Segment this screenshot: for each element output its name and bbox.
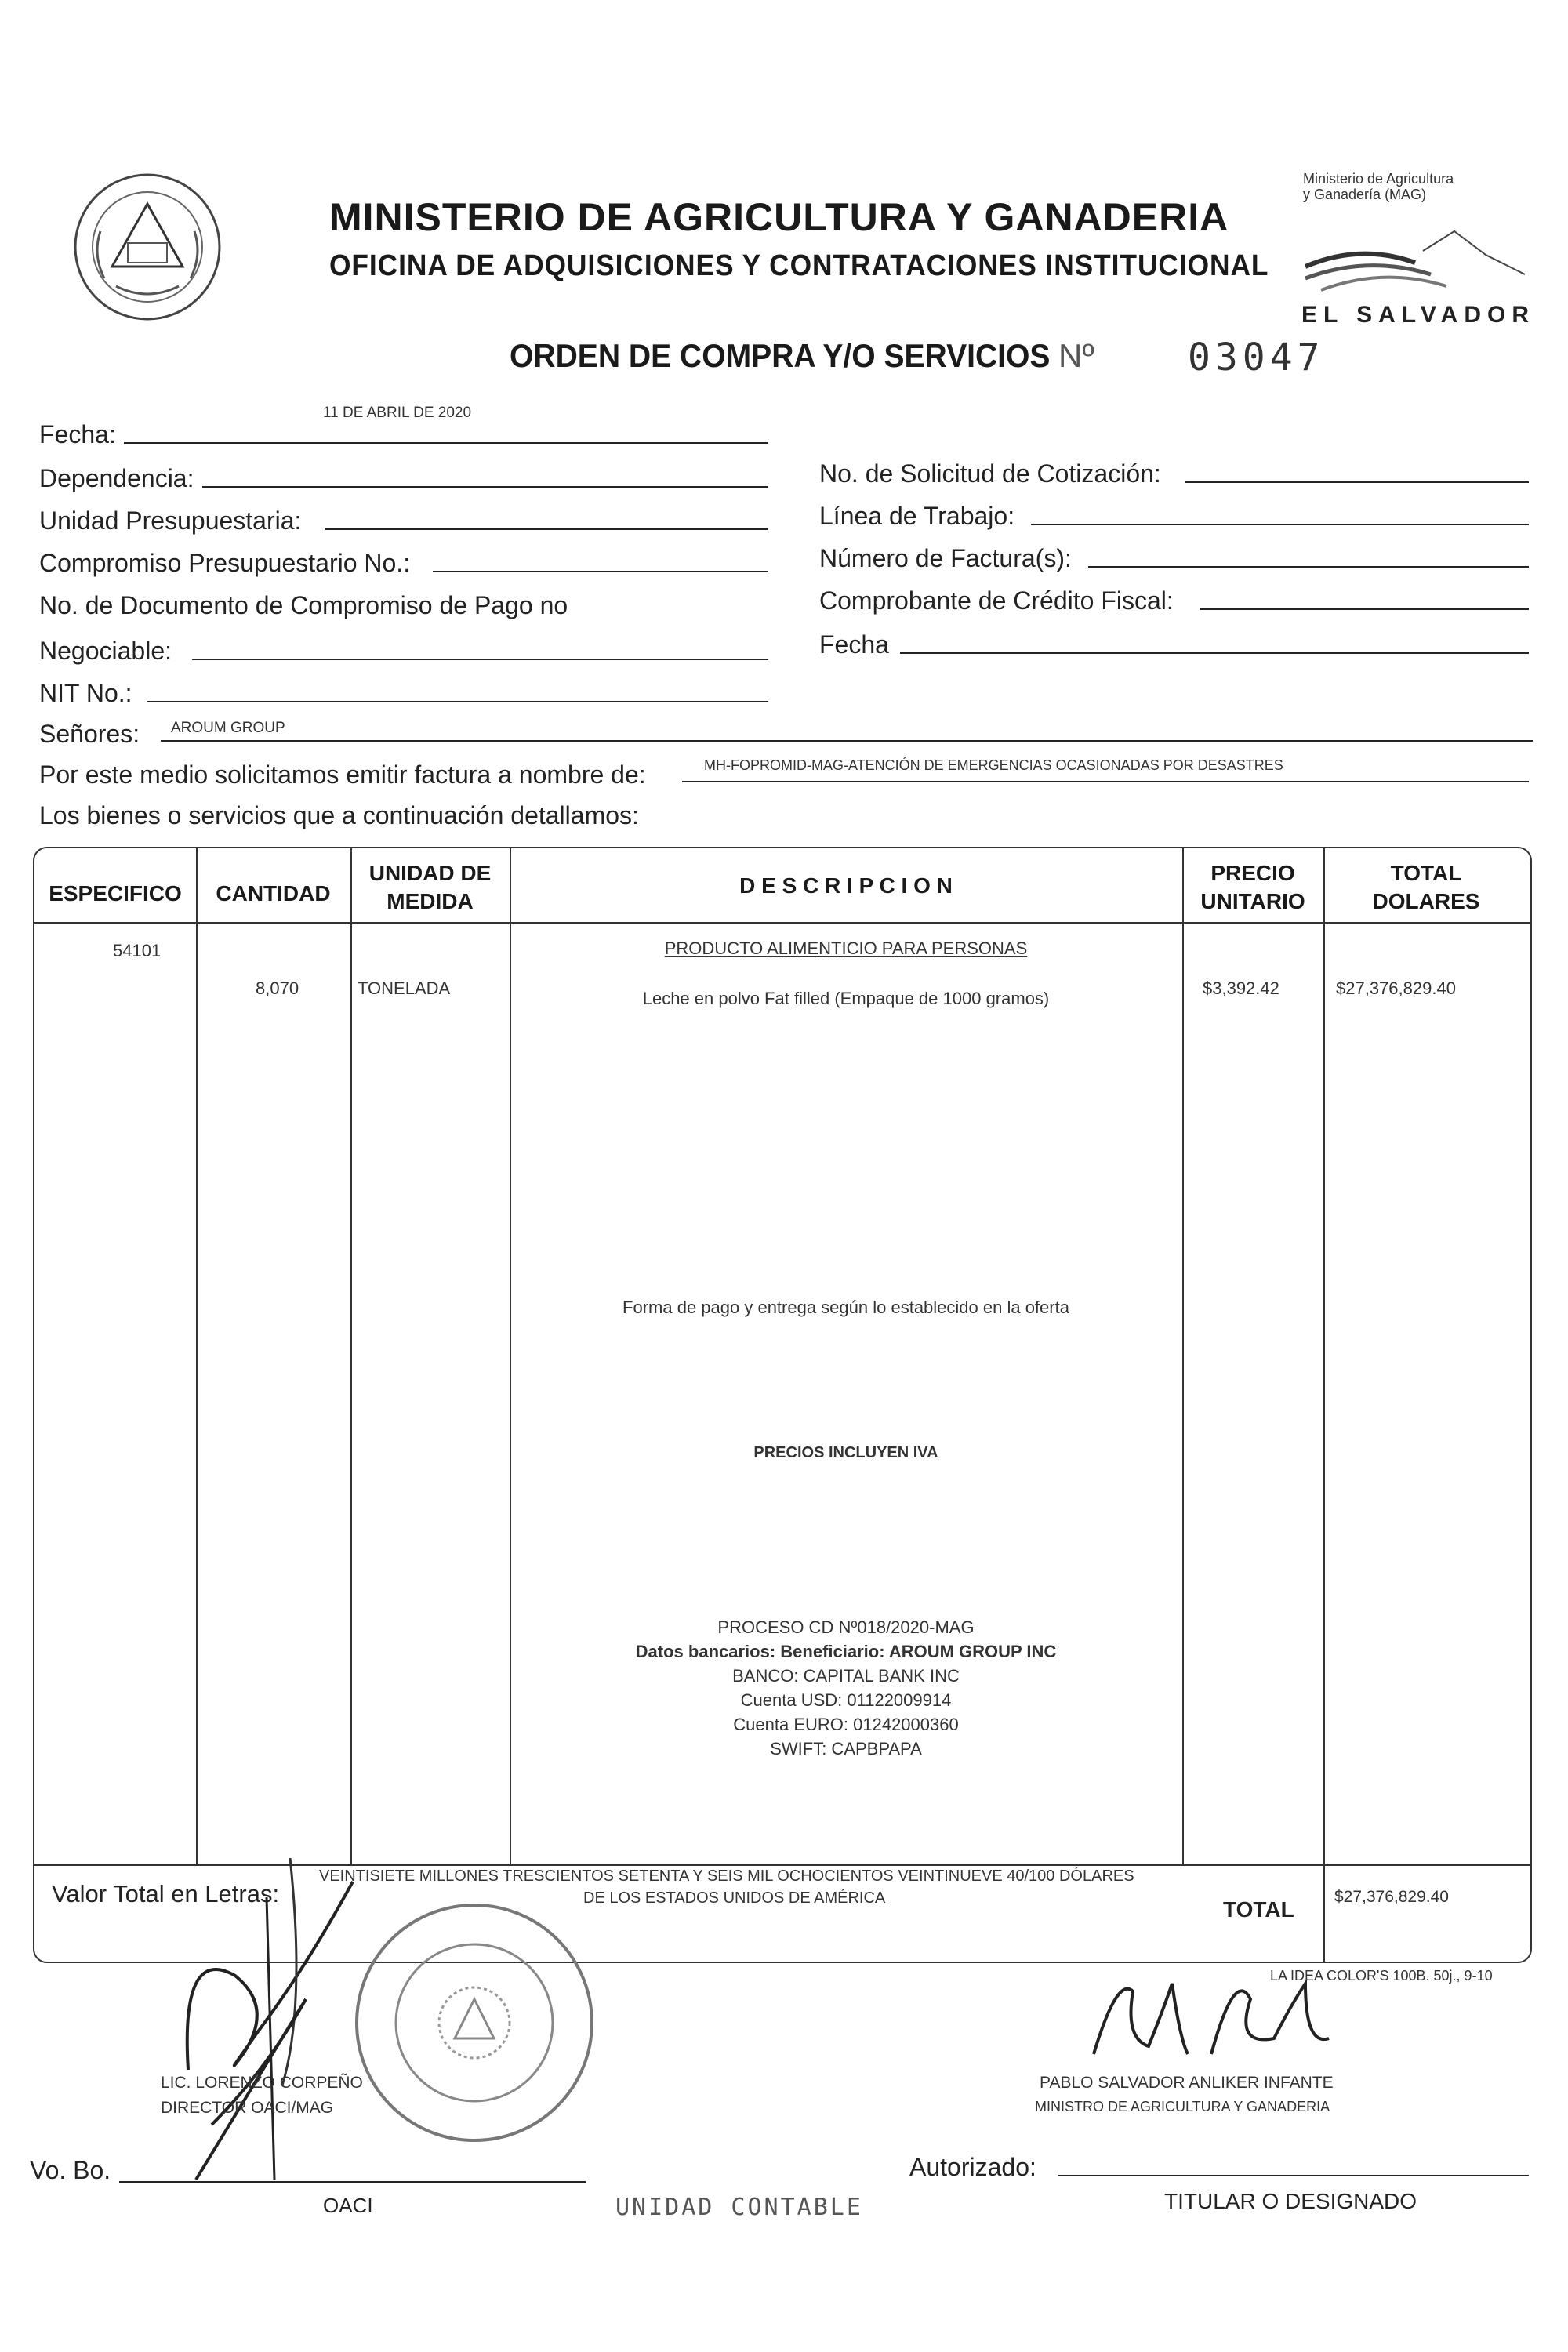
negociable-label: Negociable: bbox=[39, 637, 172, 665]
unidad-line bbox=[325, 528, 768, 530]
left-signer-title: DIRECTOR OACI/MAG bbox=[161, 2099, 334, 2117]
letras-line1: VEINTISIETE MILLONES TRESCIENTOS SETENTA Y SEIS MIL OCHOCIENTOS VEINTINUEVE 40/100 DÓLARES bbox=[319, 1867, 1134, 1885]
documento-label: No. de Documento de Compromiso de Pago no bbox=[39, 591, 568, 619]
order-title: ORDEN DE COMPRA Y/O SERVICIOS bbox=[510, 337, 1051, 374]
date-value: 11 DE ABRIL DE 2020 bbox=[323, 405, 472, 421]
row-desc-item: Leche en polvo Fat filled (Empaque de 1000 gramos) bbox=[642, 989, 1050, 1008]
header-unidad: UNIDAD DE MEDIDA bbox=[368, 861, 492, 913]
row-precio: $3,392.42 bbox=[1203, 978, 1279, 998]
printer-note: LA IDEA COLOR'S 100B. 50j., 9-10 bbox=[1270, 1968, 1493, 1984]
ministry-title: MINISTERIO DE AGRICULTURA Y GANADERIA bbox=[329, 195, 1229, 239]
negociable-line bbox=[192, 659, 768, 660]
factura-label: Número de Factura(s): bbox=[819, 544, 1072, 572]
compromiso-line bbox=[433, 571, 768, 572]
oaci-label: OACI bbox=[323, 2194, 373, 2217]
autorizado-label: Autorizado: bbox=[909, 2153, 1036, 2181]
solicitud-label: No. de Solicitud de Cotización: bbox=[819, 459, 1161, 488]
mag-logo-icon bbox=[1298, 220, 1533, 298]
order-table bbox=[33, 847, 1532, 1963]
vobo-line bbox=[119, 2181, 586, 2183]
header-precio: PRECIO UNITARIO bbox=[1200, 861, 1305, 913]
factura-line bbox=[1088, 566, 1529, 568]
letras-line2: DE LOS ESTADOS UNIDOS DE AMÉRICA bbox=[583, 1889, 886, 1907]
factura-nombre-line bbox=[682, 781, 1529, 782]
row-cantidad: 8,070 bbox=[256, 978, 299, 998]
left-signer-name: LIC. LORENZO CORPEÑO bbox=[161, 2074, 363, 2092]
fecha-right-line bbox=[900, 652, 1529, 654]
nit-label: NIT No.: bbox=[39, 679, 132, 707]
autorizado-line bbox=[1058, 2175, 1529, 2176]
order-number-label: Nº bbox=[1058, 337, 1094, 374]
factura-nombre-value: MH-FOPROMID-MAG-ATENCIÓN DE EMERGENCIAS OCASIONADAS POR DESASTRES bbox=[704, 757, 1283, 773]
credito-line bbox=[1200, 608, 1529, 610]
fecha-line bbox=[124, 442, 768, 444]
dependencia-label: Dependencia: bbox=[39, 464, 194, 492]
linea-label: Línea de Trabajo: bbox=[819, 502, 1015, 530]
linea-line bbox=[1031, 524, 1529, 525]
row-unidad: TONELADA bbox=[358, 978, 451, 998]
right-signer-name: PABLO SALVADOR ANLIKER INFANTE bbox=[1040, 2074, 1334, 2092]
office-title: OFICINA DE ADQUISICIONES Y CONTRATACIONES INSTITUCIONAL bbox=[329, 249, 1269, 282]
fecha-right-label: Fecha bbox=[819, 630, 889, 659]
row-especifico: 54101 bbox=[113, 941, 162, 960]
el-salvador-coat-of-arms-icon bbox=[69, 169, 226, 325]
header-descripcion: D E S C R I P C I O N bbox=[739, 873, 953, 898]
header-especifico: ESPECIFICO bbox=[49, 881, 182, 906]
nit-line bbox=[147, 701, 768, 702]
order-number: 03047 bbox=[1188, 336, 1325, 379]
credito-fiscal-label: Comprobante de Crédito Fiscal: bbox=[819, 586, 1174, 615]
header-total: TOTAL DOLARES bbox=[1372, 861, 1480, 913]
senores-line bbox=[161, 740, 1533, 742]
row-desc-title: PRODUCTO ALIMENTICIO PARA PERSONAS bbox=[664, 938, 1028, 958]
titular-label: TITULAR O DESIGNADO bbox=[1164, 2189, 1417, 2213]
header-cantidad: CANTIDAD bbox=[216, 881, 331, 906]
vobo-label: Vo. Bo. bbox=[30, 2156, 111, 2184]
right-signer-title: MINISTRO DE AGRICULTURA Y GANADERIA bbox=[1035, 2099, 1330, 2114]
total-label: TOTAL bbox=[1223, 1897, 1294, 1922]
dependencia-line bbox=[202, 486, 768, 488]
senores-value: AROUM GROUP bbox=[171, 720, 285, 736]
brand-text: Ministerio de Agricultura y Ganadería (MAG) bbox=[1303, 171, 1454, 202]
solicitud-line bbox=[1185, 481, 1529, 483]
row-total: $27,376,829.40 bbox=[1336, 978, 1456, 998]
letras-label: Valor Total en Letras: bbox=[52, 1880, 280, 1907]
brand-country: EL SALVADOR bbox=[1301, 302, 1536, 328]
fecha-label: Fecha: bbox=[39, 420, 116, 448]
signature-left-icon bbox=[149, 1850, 478, 2180]
senores-label: Señores: bbox=[39, 720, 140, 748]
total-value: $27,376,829.40 bbox=[1334, 1888, 1449, 1906]
forma-pago-note: Forma de pago y entrega según lo establecido en la oferta bbox=[622, 1298, 1069, 1317]
compromiso-label: Compromiso Presupuestario No.: bbox=[39, 549, 411, 577]
factura-nombre-label: Por este medio solicitamos emitir factura a nombre de: bbox=[39, 760, 646, 789]
unidad-contable-stamp: UNIDAD CONTABLE bbox=[615, 2194, 863, 2221]
detalle-label: Los bienes o servicios que a continuación detallamos: bbox=[39, 801, 639, 829]
bank-details: PROCESO CD Nº018/2020-MAG Datos bancarios: Beneficiario: AROUM GROUP INC BANCO: CAPITAL BANK INC Cuenta USD: 01122009914 Cuenta EURO: 01242000360 SWIFT: CAPBPAPA bbox=[635, 1617, 1057, 1759]
iva-note: PRECIOS INCLUYEN IVA bbox=[753, 1444, 938, 1461]
unidad-presupuestaria-label: Unidad Presupuestaria: bbox=[39, 506, 302, 535]
